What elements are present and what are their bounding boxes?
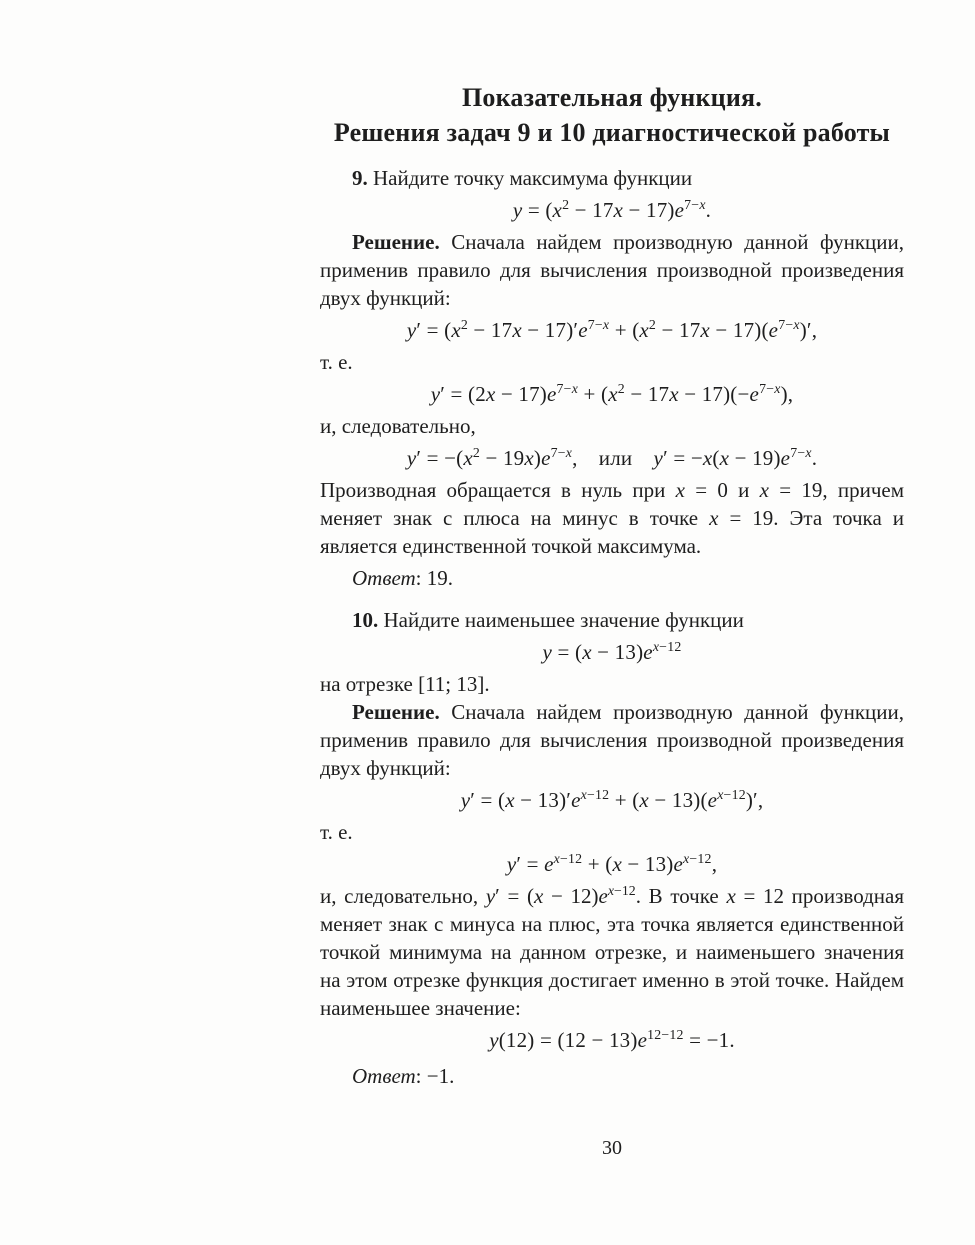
problem9-solution-intro: Решение. Сначала найдем производную данной функции, применив правило для вычисления производной произведения двух функций: [320, 230, 904, 310]
problem9-derivative-formula: $y' = (x^2 - 17x - 17)'e^{7-x} + (x^2 - 17x - 17)(e^{7-x})'$, [406, 317, 818, 342]
problem9-statement: 9. Найдите точку максимума функции [352, 166, 693, 190]
problem10-simplified-derivative-formula: $y' = e^{x-12} + (x - 13)e^{x-12}$, [506, 851, 718, 876]
problem9-function-formula: $y = (x^2 - 17x - 17)e^{7-x}$. [512, 197, 712, 222]
problem9-consequently-label: и, следовательно, [320, 414, 476, 438]
page-title-line-1: Показательная функция. [461, 83, 762, 112]
problem9-conclusion: Производная обращается в нуль при x = 0 и x = 19, причем меняет знак с плюса на минус в точке x = 19. Эта точка и является единственной точкой максимума. [320, 478, 905, 558]
problem10-statement: 10. Найдите наименьшее значение функции [352, 608, 744, 632]
problem9-simplified-derivative-formula: $y' = (2x - 17)e^{7-x} + (x^2 - 17x - 17)(-e^{7-x})$, [430, 381, 794, 406]
problem10-answer: Ответ: −1. [352, 1064, 455, 1088]
problem10-interval: на отрезке [11; 13]. [320, 672, 490, 696]
page-content [320, 80, 904, 1090]
problem10-derivative-formula: $y' = (x - 13)'e^{x-12} + (x - 13)(e^{x-12})'$, [460, 787, 764, 812]
problem10-that-is-label: т. е. [320, 820, 353, 844]
problem10-min-value-formula: $y(12) = (12 - 13)e^{12-12} = -1$. [489, 1027, 735, 1052]
problem9-final-derivative-formula: $y' = -(x^2 - 19x)e^{7-x}$, или $y' = -x(x - 19)e^{7-x}$. [406, 445, 818, 470]
problem10-solution-intro: Решение. Сначала найдем производную данной функции, применив правило для вычисления производной произведения двух функций: [320, 700, 904, 780]
page-title [320, 80, 904, 150]
page-title-line-2: Решения задач 9 и 10 диагностической работы [333, 118, 891, 147]
problem9-answer: Ответ: 19. [352, 566, 453, 590]
problem10-function-formula: $y = (x - 13)e^{x-12}$ [542, 639, 682, 664]
problem10-conclusion: и, следовательно, $y' = (x - 12)e^{x-12}$. В точке x = 12 производная меняет знак с минуса на плюс, эта точка является единственной точкой минимума на данном отрезке, и наименьшего значения на этом отрезке функция достигает именно в этой точке. Найдем наименьшее значение: [320, 883, 905, 1020]
page-number: 30 [602, 1137, 622, 1159]
problem9-that-is-label: т. е. [320, 350, 353, 374]
